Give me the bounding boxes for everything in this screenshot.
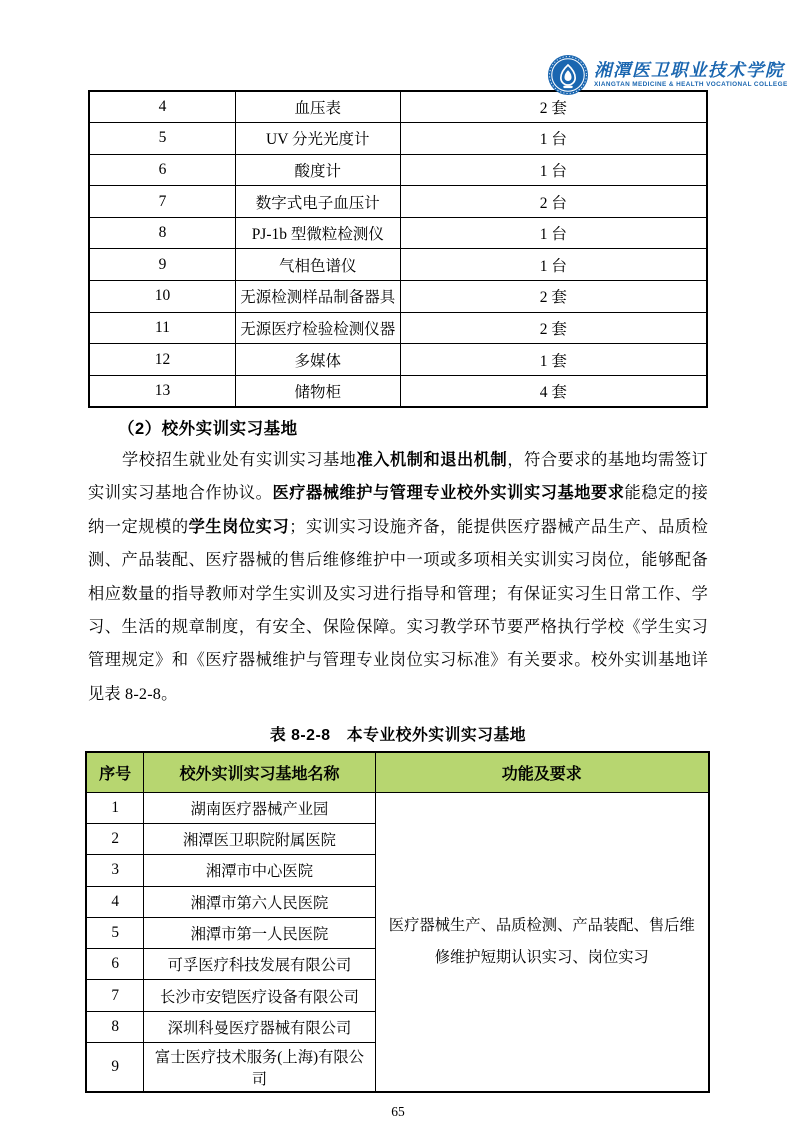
base-table-body	[86, 792, 709, 1092]
intro-paragraph	[88, 444, 708, 711]
base-no-cell: 2	[86, 823, 144, 854]
paragraph-bold-segment: 准入机制和退出机制	[356, 450, 508, 469]
base-name-cell: 湘潭市中心医院	[144, 855, 375, 886]
equipment-table-row	[89, 375, 707, 407]
paragraph-segment: 学校招生就业处有实训实习基地	[122, 450, 357, 469]
college-logo	[547, 54, 788, 96]
base-no-cell: 6	[86, 949, 144, 980]
base-requirement-cell: 医疗器械生产、品质检测、产品装配、售后维修维护短期认识实习、岗位实习	[375, 792, 709, 1092]
college-logo-text	[594, 59, 788, 89]
equipment-name-cell: 数字式电子血压计	[236, 186, 401, 218]
equipment-table-row	[89, 312, 707, 344]
paragraph-segment: 能稳定的接纳一定规模的	[88, 484, 709, 536]
equipment-name-cell: 血压表	[236, 91, 401, 123]
equipment-table-row	[89, 186, 707, 218]
equipment-no-cell: 12	[89, 344, 236, 376]
equipment-name-cell: UV 分光光度计	[236, 123, 401, 155]
equipment-qty-cell: 2 套	[400, 91, 707, 123]
paragraph-segment: ，符合要求的基地均需签订实训实习基地合作协议。	[88, 450, 708, 503]
equipment-name-cell: 气相色谱仪	[236, 249, 401, 281]
equipment-qty-cell: 1 台	[400, 154, 707, 186]
equipment-no-cell: 10	[89, 281, 236, 313]
section-heading: （2）校外实训实习基地	[118, 419, 298, 438]
equipment-table-row	[89, 344, 707, 376]
base-table-header-row	[86, 752, 709, 792]
equipment-no-cell: 4	[89, 91, 236, 123]
base-table-header-name: 校外实训实习基地名称	[144, 752, 375, 792]
equipment-qty-cell: 2 套	[400, 312, 707, 344]
equipment-no-cell: 9	[89, 249, 236, 281]
base-no-cell: 1	[86, 792, 144, 823]
base-name-cell: 富士医疗技术服务(上海)有限公司	[144, 1043, 375, 1093]
base-no-cell: 7	[86, 980, 144, 1011]
equipment-table-row	[89, 281, 707, 313]
paragraph-segment: ；实训实习设施齐备，能提供医疗器械产品生产、品质检测、产品装配、医疗器械的售后维修维护中一项或多项相关实训实习岗位，能够配备相应数量的指导教师对学生实训及实习进行指导和管理；有保证实习生日常工作、学习、生活的规章制度，有安全、保险保障。实习教学环节要严格执行学校《学生实习管理规定》和《医疗器械维护与管理专业岗位实习标准》有关要求。校外实训基地详见表 8-2-8。	[88, 517, 709, 703]
equipment-name-cell: 多媒体	[236, 344, 401, 376]
equipment-no-cell: 11	[89, 312, 236, 344]
equipment-no-cell: 6	[89, 154, 236, 186]
base-no-cell: 5	[86, 917, 144, 948]
equipment-table-row	[89, 217, 707, 249]
page-content	[88, 90, 708, 1120]
base-no-cell: 4	[86, 886, 144, 917]
equipment-qty-cell: 1 台	[400, 217, 707, 249]
equipment-table	[88, 90, 708, 408]
base-table	[85, 751, 710, 1093]
college-name-en: XIANGTAN MEDICINE & HEALTH VOCATIONAL COLLEGE	[594, 81, 788, 89]
equipment-qty-cell: 1 套	[400, 344, 707, 376]
equipment-qty-cell: 1 台	[400, 249, 707, 281]
equipment-qty-cell: 1 台	[400, 123, 707, 155]
equipment-qty-cell: 2 台	[400, 186, 707, 218]
base-no-cell: 3	[86, 855, 144, 886]
paragraph-bold-segment: 医疗器械维护与管理专业校外实训实习基地要求	[272, 484, 625, 503]
page-number: 65	[391, 1104, 405, 1120]
equipment-no-cell: 8	[89, 217, 236, 249]
base-table-header-req: 功能及要求	[375, 752, 709, 792]
equipment-name-cell: 酸度计	[236, 154, 401, 186]
college-logo-badge-icon	[547, 54, 589, 96]
base-name-cell: 湖南医疗器械产业园	[144, 792, 375, 823]
base-name-cell: 湘潭市第一人民医院	[144, 917, 375, 948]
equipment-qty-cell: 2 套	[400, 281, 707, 313]
base-no-cell: 9	[86, 1043, 144, 1093]
equipment-table-body	[89, 91, 707, 407]
base-table-row	[86, 792, 709, 823]
equipment-no-cell: 13	[89, 375, 236, 407]
base-name-cell: 深圳科曼医疗器械有限公司	[144, 1011, 375, 1042]
equipment-table-row	[89, 154, 707, 186]
equipment-qty-cell: 4 套	[400, 375, 707, 407]
equipment-table-row	[89, 123, 707, 155]
equipment-name-cell: 无源医疗检验检测仪器	[236, 312, 401, 344]
base-name-cell: 湘潭市第六人民医院	[144, 886, 375, 917]
base-name-cell: 湘潭医卫职院附属医院	[144, 823, 375, 854]
base-name-cell: 长沙市安铠医疗设备有限公司	[144, 980, 375, 1011]
base-no-cell: 8	[86, 1011, 144, 1042]
equipment-name-cell: PJ-1b 型微粒检测仪	[236, 217, 401, 249]
equipment-no-cell: 7	[89, 186, 236, 218]
base-table-head	[86, 752, 709, 792]
college-name-zh: 湘潭医卫职业技术学院	[594, 59, 784, 80]
base-name-cell: 可孚医疗科技发展有限公司	[144, 949, 375, 980]
equipment-no-cell: 5	[89, 123, 236, 155]
equipment-table-row	[89, 249, 707, 281]
equipment-name-cell: 储物柜	[236, 375, 401, 407]
base-table-header-no: 序号	[86, 752, 144, 792]
base-table-caption: 表 8-2-8 本专业校外实训实习基地	[269, 727, 527, 745]
equipment-name-cell: 无源检测样品制备器具	[236, 281, 401, 313]
paragraph-bold-segment: 学生岗位实习	[188, 517, 290, 536]
